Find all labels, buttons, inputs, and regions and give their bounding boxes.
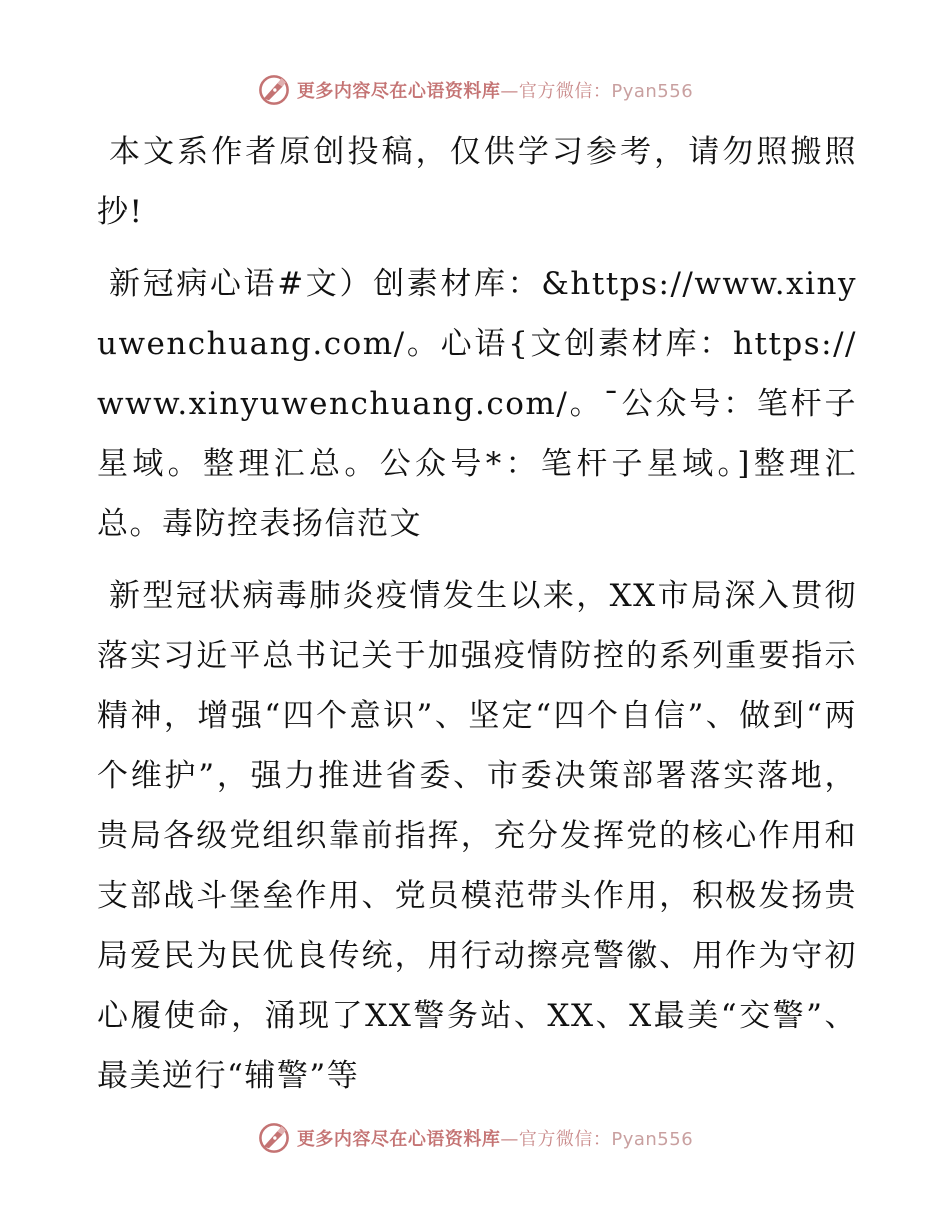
header-watermark	[0, 70, 950, 110]
document-body	[97, 122, 857, 1118]
watermark-group	[257, 73, 693, 107]
watermark-separator: —	[500, 81, 519, 102]
watermark-official-label: 官方微信：	[518, 1129, 612, 1150]
paragraph-source-info: 新冠病心语#文）创素材库：&https://www.xinyuwenchuang.com/。心语{文创素材库：https://www.xinyuwenchuang.com/。¯公众号：笔杆子星域。整理汇总。公众号*：笔杆子星域。]整理汇总。毒防控表扬信范文	[97, 266, 857, 542]
footer-watermark	[0, 1118, 950, 1158]
fountain-pen-circle-icon	[257, 1121, 291, 1155]
fountain-pen-circle-icon	[257, 73, 291, 107]
watermark-wechat-id: Pyan556	[611, 1129, 694, 1150]
watermark-group	[257, 1121, 693, 1155]
watermark-slogan: 更多内容尽在心语资料库	[296, 1129, 501, 1150]
watermark-official-label: 官方微信：	[518, 81, 612, 102]
watermark-slogan: 更多内容尽在心语资料库	[296, 81, 501, 102]
watermark-text	[297, 77, 693, 103]
paragraph-main-text: 新型冠状病毒肺炎疫情发生以来，XX市局深入贯彻落实习近平总书记关于加强疫情防控的系列重要指示精神，增强“四个意识”、坚定“四个自信”、做到“两个维护”，强力推进省委、市委决策部署落实落地，贵局各级党组织靠前指挥，充分发挥党的核心作用和支部战斗堡垒作用、党员模范带头作用，积极发扬贵局爱民为民优良传统，用行动擦亮警徽、用作为守初心履使命，涌现了XX警务站、XX、X最美“交警”、最美逆行“辅警”等	[97, 578, 857, 1094]
watermark-wechat-id: Pyan556	[611, 81, 694, 102]
watermark-separator: —	[500, 1129, 519, 1150]
watermark-text	[297, 1125, 693, 1151]
paragraph-disclaimer: 本文系作者原创投稿，仅供学习参考，请勿照搬照抄!	[97, 134, 857, 230]
